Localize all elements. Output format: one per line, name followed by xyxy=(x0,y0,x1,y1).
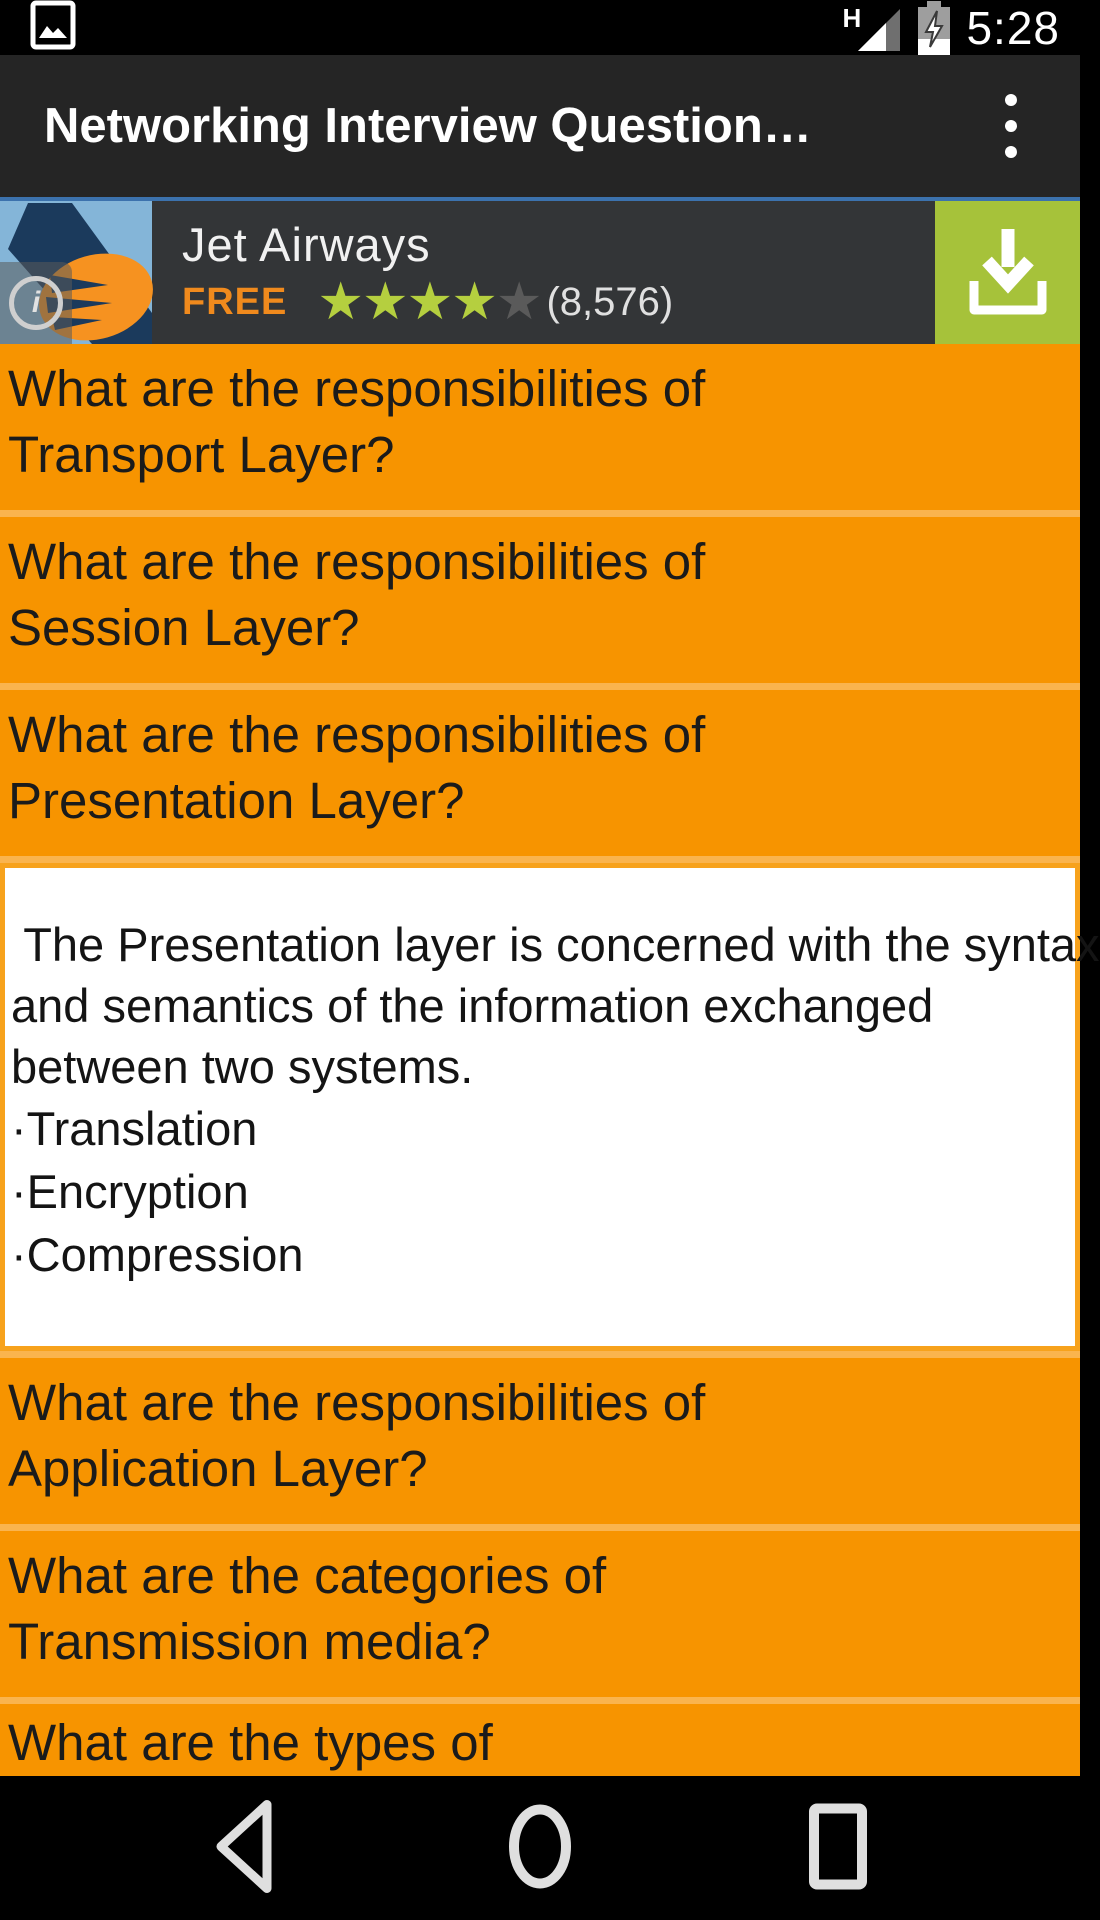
screenshot-icon xyxy=(30,0,76,55)
question-item-partially-visible[interactable]: What are the types of xyxy=(8,1714,493,1771)
question-item-presentation-layer[interactable]: What are the responsibilities of Presentation Layer? xyxy=(0,690,1080,863)
question-item-session-layer[interactable]: What are the responsibilities of Session Layer? xyxy=(0,517,1080,690)
page-title: Networking Interview Question… xyxy=(44,99,812,153)
home-icon xyxy=(505,1795,575,1902)
ad-rating-count: (8,576) xyxy=(546,279,674,324)
star-filled-icon: ★ xyxy=(451,273,496,331)
question-item-transmission-media[interactable]: What are the categories of Transmission media? xyxy=(0,1531,1080,1704)
ad-app-logo[interactable] xyxy=(0,201,152,344)
answer-bullet: ·Translation xyxy=(11,1102,258,1155)
star-filled-icon: ★ xyxy=(317,273,362,331)
answer-panel-wrap xyxy=(0,863,1100,1358)
ad-details[interactable] xyxy=(152,201,935,344)
question-item-transport-layer[interactable]: What are the responsibilities of Transport Layer? xyxy=(0,344,1080,517)
download-icon xyxy=(958,221,1058,324)
ad-download-button[interactable] xyxy=(935,201,1080,344)
question-list xyxy=(0,344,1100,1776)
ad-price-label: FREE xyxy=(182,280,288,323)
back-icon xyxy=(210,1797,276,1900)
status-bar xyxy=(0,0,1080,55)
ad-star-rating xyxy=(317,273,541,331)
battery-charging-icon xyxy=(916,1,952,55)
star-filled-icon: ★ xyxy=(406,273,452,331)
clock: 5:28 xyxy=(966,1,1060,54)
answer-bullet: ·Encryption xyxy=(11,1165,249,1218)
overflow-menu-icon[interactable] xyxy=(1004,94,1018,158)
star-empty-icon: ★ xyxy=(495,273,541,331)
answer-panel-presentation-layer[interactable]: The Presentation layer is concerned with the syntax and semantics of the information exchanged between two systems. ·Translation ·Encryption ·Compression xyxy=(0,863,1080,1351)
star-filled-icon: ★ xyxy=(361,273,407,331)
navigation-bar xyxy=(0,1776,1080,1920)
ad-info-icon[interactable]: i xyxy=(0,262,72,344)
home-button[interactable] xyxy=(505,1795,575,1902)
ad-banner[interactable] xyxy=(0,197,1080,344)
back-button[interactable] xyxy=(210,1797,276,1900)
signal-icon xyxy=(842,3,900,53)
recents-icon xyxy=(806,1800,870,1897)
question-item-application-layer[interactable]: What are the responsibilities of Application Layer? xyxy=(0,1358,1080,1531)
recents-button[interactable] xyxy=(806,1800,870,1897)
app-bar xyxy=(0,55,1080,197)
answer-bullet: ·Compression xyxy=(11,1228,304,1281)
ad-app-name: Jet Airways xyxy=(182,218,431,271)
network-type-label: H xyxy=(842,2,862,33)
